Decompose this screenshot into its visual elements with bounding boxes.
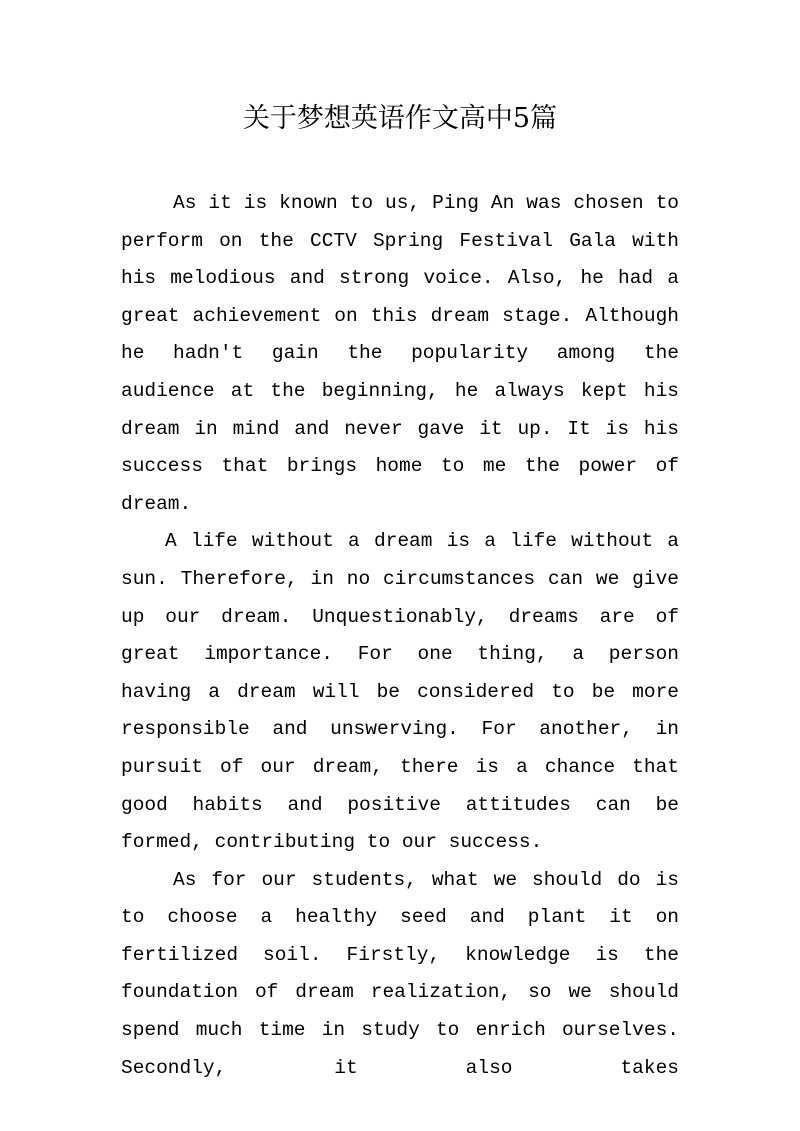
document-body [121,185,679,1087]
paragraph-2: A life without a dream is a life without a sun. Therefore, in no circumstances can we give up our dream. Unquestionably, dreams are of great importance. For one thing, a person having a dream will be considered to be more responsible and unswerving. For another, in pursuit of our dream, there is a chance that good habits and positive attitudes can be formed, contributing to our success. [121,530,679,854]
document-title: 关于梦想英语作文高中5篇 [242,103,558,134]
paragraph-3: As for our students, what we should do is to choose a healthy seed and plant it on fertilized soil. Firstly, knowledge is the foundation of dream realization, so we should spend much time in study to enrich ourselves. Secondly, it also takes [121,868,679,1079]
paragraph-1: As it is known to us, Ping An was chosen to perform on the CCTV Spring Festival Gala with his melodious and strong voice. Also, he had a great achievement on this dream stage. Although he hadn't gain the popularity among the audience at the beginning, he always kept his dream in mind and never gave it up. It is his success that brings home to me the power of dream. [121,192,679,515]
